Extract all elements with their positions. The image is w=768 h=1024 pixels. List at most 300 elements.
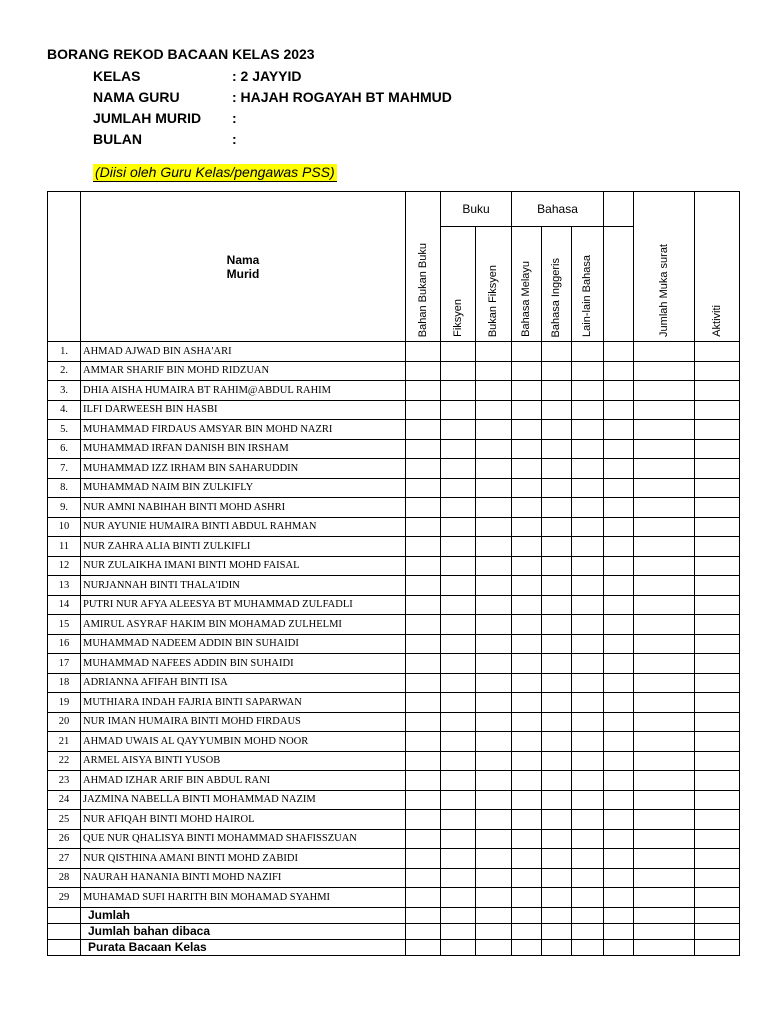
entry-cell[interactable] — [406, 556, 441, 576]
entry-cell[interactable] — [695, 712, 740, 732]
entry-cell[interactable] — [572, 517, 604, 537]
student-name: ARMEL AISYA BINTI YUSOB — [81, 751, 406, 771]
entry-cell[interactable] — [604, 868, 634, 888]
row-number: 14 — [48, 595, 81, 615]
entry-cell[interactable] — [572, 868, 604, 888]
entry-cell[interactable] — [512, 654, 542, 674]
entry-cell[interactable] — [572, 634, 604, 654]
entry-cell[interactable] — [695, 810, 740, 830]
entry-cell[interactable] — [406, 849, 441, 869]
entry-cell[interactable] — [441, 771, 476, 791]
row-number: 25 — [48, 810, 81, 830]
entry-cell[interactable] — [604, 439, 634, 459]
entry-cell[interactable] — [476, 576, 512, 596]
entry-cell[interactable] — [406, 654, 441, 674]
entry-cell[interactable] — [406, 595, 441, 615]
entry-cell[interactable] — [512, 537, 542, 557]
entry-cell[interactable] — [542, 849, 572, 869]
summary-entry-cell[interactable] — [406, 907, 441, 923]
entry-cell[interactable] — [634, 517, 695, 537]
entry-cell[interactable] — [542, 693, 572, 713]
entry-cell[interactable] — [604, 751, 634, 771]
entry-cell[interactable] — [604, 361, 634, 381]
entry-cell[interactable] — [406, 771, 441, 791]
entry-cell[interactable] — [695, 829, 740, 849]
entry-cell[interactable] — [512, 400, 542, 420]
entry-cell[interactable] — [476, 517, 512, 537]
entry-cell[interactable] — [542, 420, 572, 440]
entry-cell[interactable] — [604, 693, 634, 713]
entry-cell[interactable] — [512, 751, 542, 771]
entry-cell[interactable] — [695, 420, 740, 440]
entry-cell[interactable] — [406, 693, 441, 713]
entry-cell[interactable] — [476, 478, 512, 498]
summary-entry-cell[interactable] — [695, 939, 740, 955]
entry-cell[interactable] — [572, 576, 604, 596]
entry-cell[interactable] — [695, 790, 740, 810]
entry-cell[interactable] — [604, 537, 634, 557]
entry-cell[interactable] — [634, 751, 695, 771]
entry-cell[interactable] — [572, 771, 604, 791]
entry-cell[interactable] — [695, 595, 740, 615]
entry-cell[interactable] — [441, 595, 476, 615]
entry-cell[interactable] — [695, 849, 740, 869]
entry-cell[interactable] — [604, 654, 634, 674]
entry-cell[interactable] — [476, 673, 512, 693]
entry-cell[interactable] — [512, 615, 542, 635]
entry-cell[interactable] — [441, 439, 476, 459]
entry-cell[interactable] — [406, 712, 441, 732]
entry-cell[interactable] — [634, 478, 695, 498]
entry-cell[interactable] — [476, 751, 512, 771]
entry-cell[interactable] — [512, 478, 542, 498]
entry-cell[interactable] — [695, 400, 740, 420]
entry-cell[interactable] — [476, 849, 512, 869]
entry-cell[interactable] — [542, 829, 572, 849]
entry-cell[interactable] — [695, 478, 740, 498]
summary-entry-cell[interactable] — [695, 907, 740, 923]
entry-cell[interactable] — [572, 498, 604, 518]
entry-cell[interactable] — [512, 771, 542, 791]
entry-cell[interactable] — [695, 576, 740, 596]
entry-cell[interactable] — [441, 732, 476, 752]
entry-cell[interactable] — [406, 517, 441, 537]
summary-entry-cell[interactable] — [441, 939, 476, 955]
summary-entry-cell[interactable] — [572, 923, 604, 939]
entry-cell[interactable] — [476, 771, 512, 791]
entry-cell[interactable] — [542, 771, 572, 791]
entry-cell[interactable] — [441, 790, 476, 810]
entry-cell[interactable] — [476, 888, 512, 908]
entry-cell[interactable] — [406, 868, 441, 888]
entry-cell[interactable] — [695, 459, 740, 479]
entry-cell[interactable] — [572, 810, 604, 830]
entry-cell[interactable] — [604, 420, 634, 440]
entry-cell[interactable] — [476, 537, 512, 557]
summary-entry-cell[interactable] — [604, 907, 634, 923]
entry-cell[interactable] — [634, 556, 695, 576]
entry-cell[interactable] — [604, 712, 634, 732]
entry-cell[interactable] — [634, 849, 695, 869]
student-row — [48, 400, 740, 420]
entry-cell[interactable] — [512, 712, 542, 732]
entry-cell[interactable] — [634, 732, 695, 752]
entry-cell[interactable] — [441, 888, 476, 908]
entry-cell[interactable] — [634, 342, 695, 362]
entry-cell[interactable] — [441, 615, 476, 635]
entry-cell[interactable] — [604, 810, 634, 830]
entry-cell[interactable] — [476, 868, 512, 888]
student-row — [48, 751, 740, 771]
entry-cell[interactable] — [695, 381, 740, 401]
entry-cell[interactable] — [572, 673, 604, 693]
entry-cell[interactable] — [695, 498, 740, 518]
entry-cell[interactable] — [542, 361, 572, 381]
entry-cell[interactable] — [695, 439, 740, 459]
entry-cell[interactable] — [441, 634, 476, 654]
student-name: QUE NUR QHALISYA BINTI MOHAMMAD SHAFISSZUAN — [81, 829, 406, 849]
entry-cell[interactable] — [512, 439, 542, 459]
entry-cell[interactable] — [512, 634, 542, 654]
entry-cell[interactable] — [572, 790, 604, 810]
entry-cell[interactable] — [695, 517, 740, 537]
summary-entry-cell[interactable] — [634, 907, 695, 923]
entry-cell[interactable] — [441, 459, 476, 479]
entry-cell[interactable] — [634, 829, 695, 849]
entry-cell[interactable] — [604, 400, 634, 420]
entry-cell[interactable] — [604, 576, 634, 596]
entry-cell[interactable] — [634, 381, 695, 401]
entry-cell[interactable] — [512, 576, 542, 596]
entry-cell[interactable] — [604, 771, 634, 791]
entry-cell[interactable] — [406, 478, 441, 498]
row-number: 29 — [48, 888, 81, 908]
entry-cell[interactable] — [406, 361, 441, 381]
entry-cell[interactable] — [542, 576, 572, 596]
entry-cell[interactable] — [441, 537, 476, 557]
entry-cell[interactable] — [604, 595, 634, 615]
entry-cell[interactable] — [512, 868, 542, 888]
entry-cell[interactable] — [406, 790, 441, 810]
entry-cell[interactable] — [512, 829, 542, 849]
entry-cell[interactable] — [512, 693, 542, 713]
entry-cell[interactable] — [441, 556, 476, 576]
entry-cell[interactable] — [406, 829, 441, 849]
entry-cell[interactable] — [572, 361, 604, 381]
entry-cell[interactable] — [572, 537, 604, 557]
entry-cell[interactable] — [476, 693, 512, 713]
entry-cell[interactable] — [572, 732, 604, 752]
entry-cell[interactable] — [406, 381, 441, 401]
entry-cell[interactable] — [542, 439, 572, 459]
entry-cell[interactable] — [695, 634, 740, 654]
summary-entry-cell[interactable] — [476, 907, 512, 923]
entry-cell[interactable] — [512, 810, 542, 830]
entry-cell[interactable] — [634, 712, 695, 732]
entry-cell[interactable] — [441, 381, 476, 401]
summary-entry-cell[interactable] — [604, 923, 634, 939]
entry-cell[interactable] — [542, 654, 572, 674]
entry-cell[interactable] — [695, 673, 740, 693]
entry-cell[interactable] — [695, 693, 740, 713]
entry-cell[interactable] — [695, 537, 740, 557]
entry-cell[interactable] — [476, 439, 512, 459]
entry-cell[interactable] — [542, 615, 572, 635]
entry-cell[interactable] — [441, 400, 476, 420]
entry-cell[interactable] — [476, 712, 512, 732]
summary-entry-cell[interactable] — [542, 923, 572, 939]
entry-cell[interactable] — [542, 556, 572, 576]
summary-entry-cell[interactable] — [406, 923, 441, 939]
entry-cell[interactable] — [542, 400, 572, 420]
summary-entry-cell[interactable] — [572, 907, 604, 923]
entry-cell[interactable] — [572, 556, 604, 576]
entry-cell[interactable] — [406, 459, 441, 479]
entry-cell[interactable] — [572, 654, 604, 674]
entry-cell[interactable] — [406, 615, 441, 635]
entry-cell[interactable] — [441, 751, 476, 771]
entry-cell[interactable] — [476, 595, 512, 615]
entry-cell[interactable] — [441, 342, 476, 362]
entry-cell[interactable] — [572, 459, 604, 479]
entry-cell[interactable] — [542, 790, 572, 810]
row-number: 5. — [48, 420, 81, 440]
entry-cell[interactable] — [542, 868, 572, 888]
entry-cell[interactable] — [634, 888, 695, 908]
summary-entry-cell[interactable] — [476, 923, 512, 939]
summary-entry-cell[interactable] — [542, 907, 572, 923]
summary-entry-cell[interactable] — [441, 907, 476, 923]
entry-cell[interactable] — [572, 712, 604, 732]
entry-cell[interactable] — [406, 576, 441, 596]
entry-cell[interactable] — [572, 849, 604, 869]
entry-cell[interactable] — [542, 342, 572, 362]
summary-entry-cell[interactable] — [476, 939, 512, 955]
entry-cell[interactable] — [441, 478, 476, 498]
entry-cell[interactable] — [406, 420, 441, 440]
entry-cell[interactable] — [604, 517, 634, 537]
entry-cell[interactable] — [572, 439, 604, 459]
bulan-label: BULAN — [93, 131, 142, 147]
entry-cell[interactable] — [512, 420, 542, 440]
entry-cell[interactable] — [512, 673, 542, 693]
summary-entry-cell[interactable] — [441, 923, 476, 939]
entry-cell[interactable] — [604, 849, 634, 869]
summary-entry-cell[interactable] — [634, 939, 695, 955]
entry-cell[interactable] — [572, 381, 604, 401]
entry-cell[interactable] — [542, 537, 572, 557]
fill-in-note: (Diisi oleh Guru Kelas/pengawas PSS) — [95, 164, 335, 180]
entry-cell[interactable] — [406, 634, 441, 654]
entry-cell[interactable] — [406, 673, 441, 693]
summary-entry-cell[interactable] — [695, 923, 740, 939]
entry-cell[interactable] — [406, 439, 441, 459]
summary-entry-cell[interactable] — [512, 939, 542, 955]
entry-cell[interactable] — [476, 829, 512, 849]
entry-cell[interactable] — [572, 342, 604, 362]
entry-cell[interactable] — [542, 478, 572, 498]
entry-cell[interactable] — [695, 556, 740, 576]
entry-cell[interactable] — [572, 478, 604, 498]
entry-cell[interactable] — [406, 537, 441, 557]
entry-cell[interactable] — [572, 400, 604, 420]
entry-cell[interactable] — [542, 595, 572, 615]
entry-cell[interactable] — [476, 400, 512, 420]
summary-entry-cell[interactable] — [512, 907, 542, 923]
entry-cell[interactable] — [542, 810, 572, 830]
entry-cell[interactable] — [695, 361, 740, 381]
entry-cell[interactable] — [695, 654, 740, 674]
entry-cell[interactable] — [634, 810, 695, 830]
entry-cell[interactable] — [604, 615, 634, 635]
entry-cell[interactable] — [512, 595, 542, 615]
entry-cell[interactable] — [634, 868, 695, 888]
entry-cell[interactable] — [542, 673, 572, 693]
entry-cell[interactable] — [542, 634, 572, 654]
entry-cell[interactable] — [542, 888, 572, 908]
entry-cell[interactable] — [441, 498, 476, 518]
entry-cell[interactable] — [634, 537, 695, 557]
entry-cell[interactable] — [695, 751, 740, 771]
entry-cell[interactable] — [476, 654, 512, 674]
entry-cell[interactable] — [634, 576, 695, 596]
entry-cell[interactable] — [512, 498, 542, 518]
entry-cell[interactable] — [604, 381, 634, 401]
entry-cell[interactable] — [476, 420, 512, 440]
entry-cell[interactable] — [604, 459, 634, 479]
entry-cell[interactable] — [441, 361, 476, 381]
entry-cell[interactable] — [441, 810, 476, 830]
entry-cell[interactable] — [634, 400, 695, 420]
entry-cell[interactable] — [512, 849, 542, 869]
entry-cell[interactable] — [634, 615, 695, 635]
entry-cell[interactable] — [695, 342, 740, 362]
entry-cell[interactable] — [406, 342, 441, 362]
entry-cell[interactable] — [634, 654, 695, 674]
entry-cell[interactable] — [441, 868, 476, 888]
entry-cell[interactable] — [542, 381, 572, 401]
entry-cell[interactable] — [512, 888, 542, 908]
entry-cell[interactable] — [572, 420, 604, 440]
entry-cell[interactable] — [406, 498, 441, 518]
entry-cell[interactable] — [476, 342, 512, 362]
entry-cell[interactable] — [572, 615, 604, 635]
summary-entry-cell[interactable] — [512, 923, 542, 939]
entry-cell[interactable] — [512, 459, 542, 479]
entry-cell[interactable] — [476, 381, 512, 401]
entry-cell[interactable] — [604, 478, 634, 498]
entry-cell[interactable] — [695, 888, 740, 908]
entry-cell[interactable] — [572, 829, 604, 849]
entry-cell[interactable] — [441, 829, 476, 849]
entry-cell[interactable] — [476, 498, 512, 518]
entry-cell[interactable] — [542, 712, 572, 732]
entry-cell[interactable] — [441, 420, 476, 440]
entry-cell[interactable] — [572, 751, 604, 771]
header-murid: Murid — [226, 266, 260, 281]
entry-cell[interactable] — [604, 342, 634, 362]
entry-cell[interactable] — [695, 771, 740, 791]
entry-cell[interactable] — [572, 693, 604, 713]
entry-cell[interactable] — [476, 361, 512, 381]
entry-cell[interactable] — [406, 751, 441, 771]
entry-cell[interactable] — [512, 556, 542, 576]
entry-cell[interactable] — [634, 595, 695, 615]
entry-cell[interactable] — [542, 751, 572, 771]
entry-cell[interactable] — [604, 829, 634, 849]
entry-cell[interactable] — [604, 732, 634, 752]
entry-cell[interactable] — [604, 634, 634, 654]
entry-cell[interactable] — [512, 517, 542, 537]
entry-cell[interactable] — [406, 400, 441, 420]
entry-cell[interactable] — [634, 420, 695, 440]
entry-cell[interactable] — [542, 459, 572, 479]
entry-cell[interactable] — [441, 712, 476, 732]
entry-cell[interactable] — [512, 732, 542, 752]
entry-cell[interactable] — [512, 361, 542, 381]
entry-cell[interactable] — [441, 693, 476, 713]
entry-cell[interactable] — [476, 615, 512, 635]
summary-entry-cell[interactable] — [604, 939, 634, 955]
entry-cell[interactable] — [406, 810, 441, 830]
entry-cell[interactable] — [512, 381, 542, 401]
entry-cell[interactable] — [634, 771, 695, 791]
entry-cell[interactable] — [695, 615, 740, 635]
entry-cell[interactable] — [542, 498, 572, 518]
entry-cell[interactable] — [634, 790, 695, 810]
entry-cell[interactable] — [695, 732, 740, 752]
entry-cell[interactable] — [476, 459, 512, 479]
entry-cell[interactable] — [634, 459, 695, 479]
jumlah-murid-label: JUMLAH MURID — [93, 110, 202, 126]
summary-entry-cell[interactable] — [542, 939, 572, 955]
entry-cell[interactable] — [512, 790, 542, 810]
entry-cell[interactable] — [512, 342, 542, 362]
entry-cell[interactable] — [476, 556, 512, 576]
entry-cell[interactable] — [634, 439, 695, 459]
entry-cell[interactable] — [634, 634, 695, 654]
entry-cell[interactable] — [476, 634, 512, 654]
summary-entry-cell[interactable] — [634, 923, 695, 939]
entry-cell[interactable] — [441, 673, 476, 693]
entry-cell[interactable] — [406, 888, 441, 908]
entry-cell[interactable] — [634, 693, 695, 713]
entry-cell[interactable] — [695, 868, 740, 888]
entry-cell[interactable] — [542, 517, 572, 537]
entry-cell[interactable] — [542, 732, 572, 752]
entry-cell[interactable] — [441, 849, 476, 869]
entry-cell[interactable] — [441, 576, 476, 596]
entry-cell[interactable] — [476, 810, 512, 830]
entry-cell[interactable] — [476, 732, 512, 752]
entry-cell[interactable] — [476, 790, 512, 810]
entry-cell[interactable] — [604, 498, 634, 518]
entry-cell[interactable] — [441, 517, 476, 537]
entry-cell[interactable] — [572, 888, 604, 908]
entry-cell[interactable] — [604, 673, 634, 693]
entry-cell[interactable] — [604, 556, 634, 576]
entry-cell[interactable] — [634, 673, 695, 693]
entry-cell[interactable] — [634, 361, 695, 381]
entry-cell[interactable] — [634, 498, 695, 518]
entry-cell[interactable] — [572, 595, 604, 615]
summary-entry-cell[interactable] — [406, 939, 441, 955]
entry-cell[interactable] — [604, 888, 634, 908]
entry-cell[interactable] — [604, 790, 634, 810]
entry-cell[interactable] — [441, 654, 476, 674]
entry-cell[interactable] — [406, 732, 441, 752]
summary-entry-cell[interactable] — [572, 939, 604, 955]
